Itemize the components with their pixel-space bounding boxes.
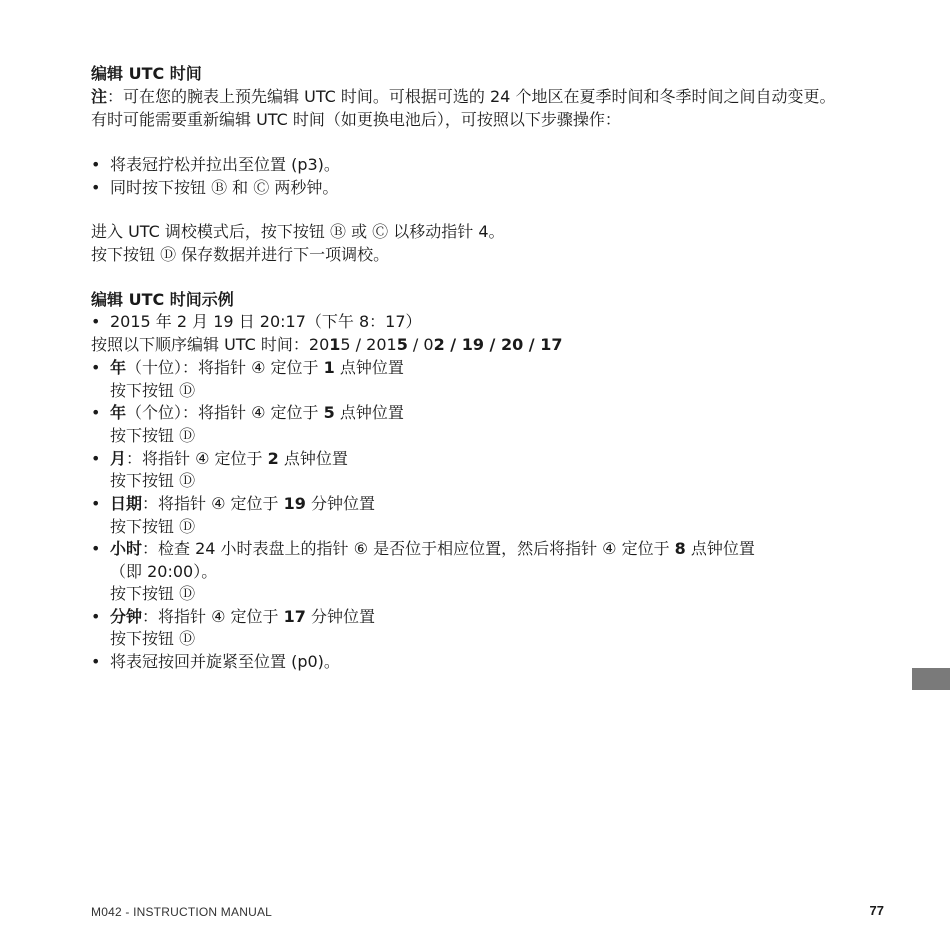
footer-manual-title: M042 - INSTRUCTION MANUAL xyxy=(91,905,273,919)
note-line-2: 有时可能需要重新编辑 UTC 时间（如更换电池后），可按照以下步骤操作： xyxy=(91,110,621,129)
item-number: 2 xyxy=(267,449,279,468)
section-tab-marker xyxy=(912,668,950,690)
item-number: 5 xyxy=(323,403,335,422)
bullet: • xyxy=(91,449,101,468)
note-label: 注 xyxy=(91,87,108,106)
order-digit: 5 xyxy=(396,335,408,354)
press-d-line: 按下按钮 Ⓓ xyxy=(110,471,196,490)
item-label: 分钟 xyxy=(110,607,143,626)
item-label: 年 xyxy=(110,358,127,377)
step-item: 将表冠拧松并拉出至位置 (p3)。 xyxy=(110,155,340,174)
item-text: 点钟位置 xyxy=(278,449,348,468)
press-d-line: 按下按钮 Ⓓ xyxy=(110,584,196,603)
press-d-line: 按下按钮 Ⓓ xyxy=(110,629,196,648)
item-label: 月 xyxy=(110,449,127,468)
paragraph: 按下按钮 Ⓓ 保存数据并进行下一项调校。 xyxy=(91,245,390,264)
list-item xyxy=(110,494,375,514)
note-line xyxy=(91,87,835,107)
item-text: ：将指针 ④ 定位于 xyxy=(126,449,268,468)
item-label: 日期 xyxy=(110,494,143,513)
item-text: ：检查 24 小时表盘上的指针 ⑥ 是否位于相应位置，然后将指针 ④ 定位于 xyxy=(142,539,675,558)
press-d-line: 按下按钮 Ⓓ xyxy=(110,381,196,400)
item-text: 点钟位置 xyxy=(685,539,755,558)
bullet: • xyxy=(91,178,101,197)
order-text: 按照以下顺序编辑 UTC 时间：20 xyxy=(91,335,330,354)
item-number: 8 xyxy=(674,539,686,558)
example-date: 2015 年 2 月 19 日 20:17（下午 8：17） xyxy=(110,312,422,331)
item-number: 19 xyxy=(283,494,306,513)
list-item xyxy=(110,449,348,469)
item-number: 1 xyxy=(323,358,335,377)
bullet: • xyxy=(91,539,101,558)
order-line xyxy=(91,335,562,355)
item-number: 17 xyxy=(283,607,306,626)
item-text: 分钟位置 xyxy=(305,607,375,626)
item-text: ：将指针 ④ 定位于 xyxy=(142,607,284,626)
bullet: • xyxy=(91,652,101,671)
section-heading-example: 编辑 UTC 时间示例 xyxy=(91,290,234,309)
item-text: 点钟位置 xyxy=(334,358,404,377)
list-item xyxy=(110,539,755,559)
bullet: • xyxy=(91,494,101,513)
step-item: 同时按下按钮 Ⓑ 和 Ⓒ 两秒钟。 xyxy=(110,178,339,197)
list-item: 将表冠按回并旋紧至位置 (p0)。 xyxy=(110,652,340,671)
item-continuation: （即 20:00）。 xyxy=(110,562,218,581)
item-text: 分钟位置 xyxy=(305,494,375,513)
bullet: • xyxy=(91,358,101,377)
item-label: 年 xyxy=(110,403,127,422)
item-text: ：将指针 ④ 定位于 xyxy=(142,494,284,513)
item-text: 点钟位置 xyxy=(334,403,404,422)
bullet: • xyxy=(91,607,101,626)
list-item xyxy=(110,403,404,423)
item-text: （十位）：将指针 ④ 定位于 xyxy=(126,358,324,377)
bullet: • xyxy=(91,403,101,422)
order-text: / 0 xyxy=(407,335,434,354)
note-text: ：可在您的腕表上预先编辑 UTC 时间。可根据可选的 24 个地区在夏季时间和冬季时间之间自动变更。 xyxy=(107,87,836,106)
item-text: （个位）：将指针 ④ 定位于 xyxy=(126,403,324,422)
bullet: • xyxy=(91,155,101,174)
press-d-line: 按下按钮 Ⓓ xyxy=(110,426,196,445)
order-values: 2 / 19 / 20 / 17 xyxy=(433,335,563,354)
list-item xyxy=(110,607,375,627)
order-text: 5 / 201 xyxy=(340,335,397,354)
section-heading: 编辑 UTC 时间 xyxy=(91,64,202,83)
order-digit: 1 xyxy=(329,335,341,354)
paragraph: 进入 UTC 调校模式后，按下按钮 Ⓑ 或 Ⓒ 以移动指针 4。 xyxy=(91,222,505,241)
page-number: 77 xyxy=(869,903,884,918)
list-item xyxy=(110,358,404,378)
press-d-line: 按下按钮 Ⓓ xyxy=(110,517,196,536)
item-label: 小时 xyxy=(110,539,143,558)
bullet: • xyxy=(91,312,101,331)
